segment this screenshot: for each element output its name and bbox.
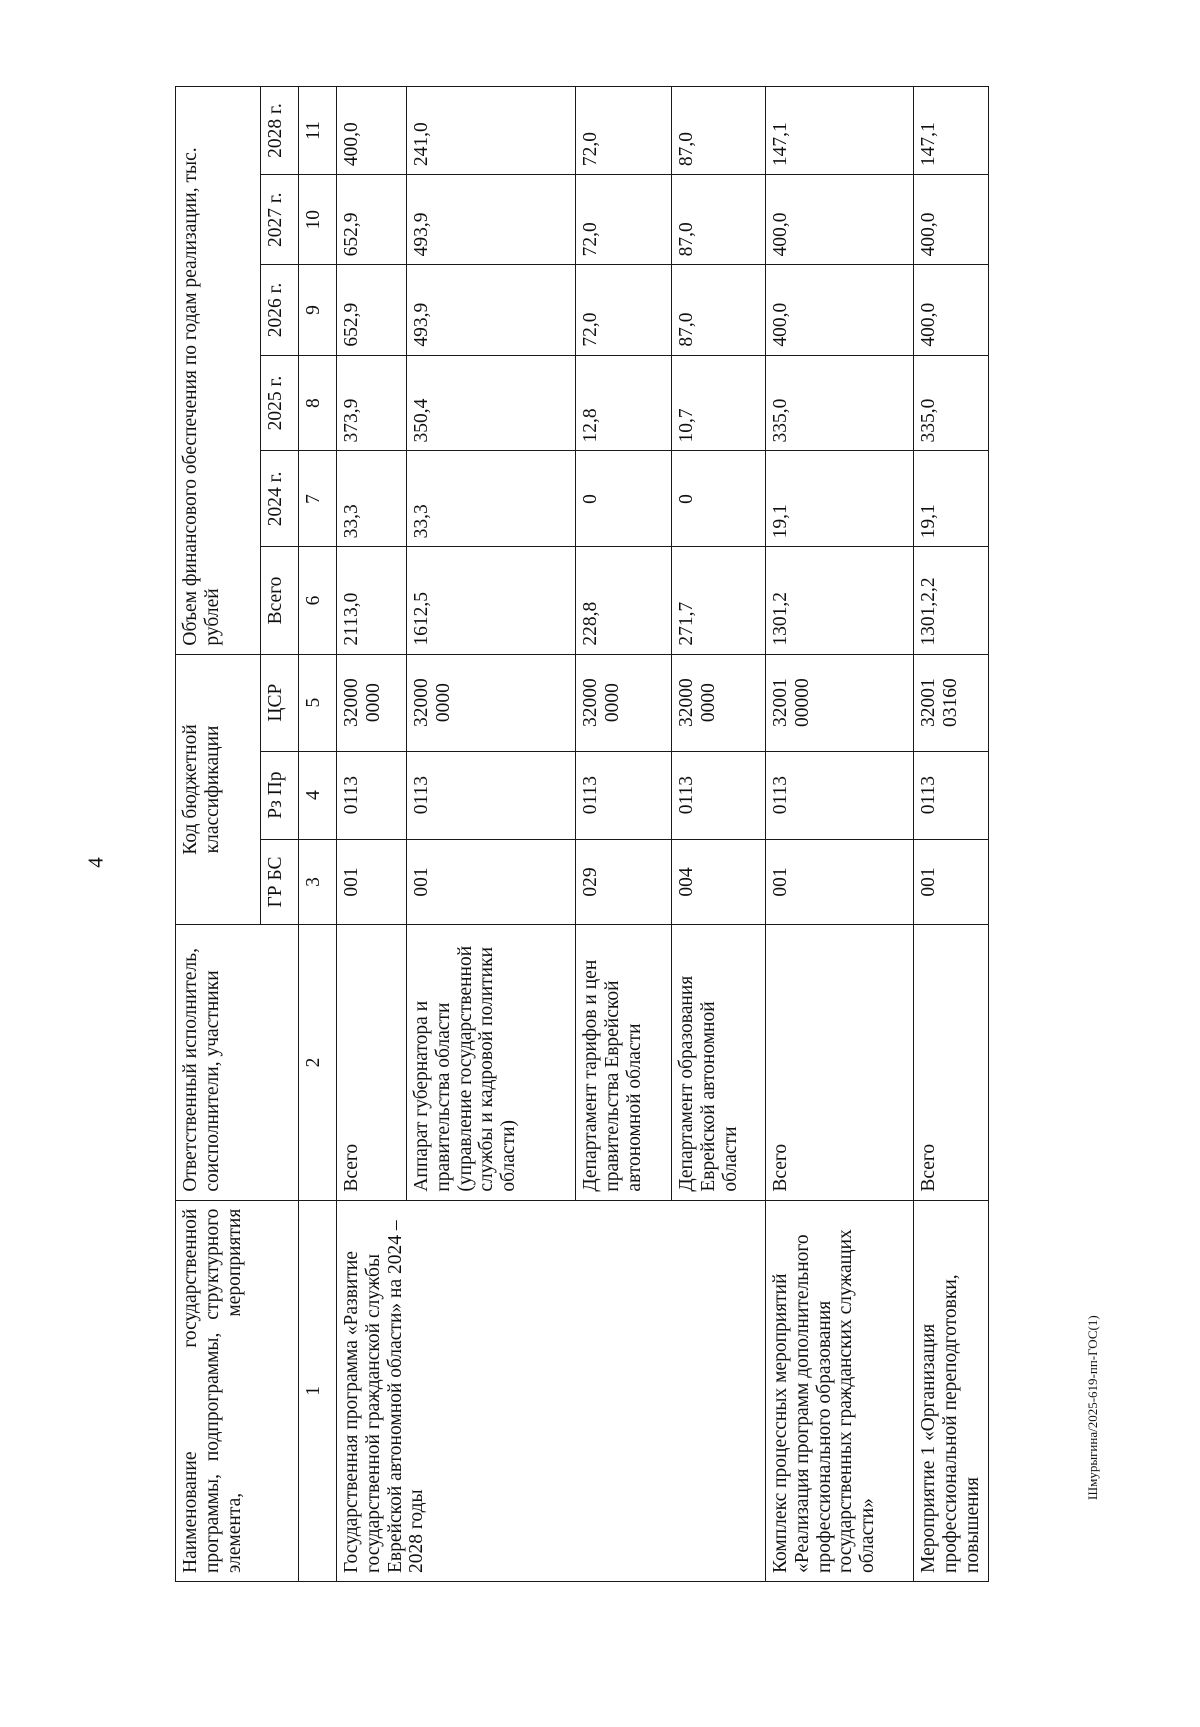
header-csr: ЦСР <box>261 654 299 751</box>
col-number: 5 <box>299 654 337 751</box>
rzpr-cell: 0113 <box>672 751 766 839</box>
y2025-cell: 335,0 <box>766 355 914 451</box>
col-number: 2 <box>299 925 337 1200</box>
y2024-cell: 0 <box>672 451 766 547</box>
header-2027: 2027 г. <box>261 175 299 265</box>
y2027-cell: 493,9 <box>407 175 576 265</box>
col-number: 6 <box>299 547 337 654</box>
table-row <box>766 87 914 1582</box>
csr-cell: 32001 00000 <box>766 654 914 751</box>
executor: Департамент образования Еврейской автономной области <box>672 925 766 1200</box>
table-row <box>914 87 989 1582</box>
header-2024: 2024 г. <box>261 451 299 547</box>
y2028-cell: 147,1 <box>766 87 914 175</box>
csr-cell: 32000 0000 <box>407 654 576 751</box>
y2028-cell: 400,0 <box>337 87 407 175</box>
program-name: Государственная программа «Развитие государственной гражданской службы Еврейской автономной области» на 2024 – 2028 годы <box>337 1200 766 1581</box>
grbs-cell: 001 <box>337 839 407 925</box>
rzpr-cell: 0113 <box>766 751 914 839</box>
rzpr-cell: 0113 <box>337 751 407 839</box>
col-number: 8 <box>299 355 337 451</box>
financing-table <box>175 86 989 1582</box>
y2027-cell: 72,0 <box>576 175 672 265</box>
rzpr-cell: 0113 <box>914 751 989 839</box>
y2028-cell: 72,0 <box>576 87 672 175</box>
header-2025: 2025 г. <box>261 355 299 451</box>
col-number: 4 <box>299 751 337 839</box>
executor: Всего <box>914 925 989 1200</box>
header-total: Всего <box>261 547 299 654</box>
y2025-cell: 335,0 <box>914 355 989 451</box>
csr-cell: 32000 0000 <box>672 654 766 751</box>
rzpr-cell: 0113 <box>576 751 672 839</box>
total-cell: 2113,0 <box>337 547 407 654</box>
y2025-cell: 10,7 <box>672 355 766 451</box>
total-cell: 1612,5 <box>407 547 576 654</box>
header-bk-group: Код бюджетной классификации <box>176 654 261 925</box>
csr-cell: 32001 03160 <box>914 654 989 751</box>
grbs-cell: 001 <box>766 839 914 925</box>
header-grbs: ГР БС <box>261 839 299 925</box>
y2024-cell: 19,1 <box>766 451 914 547</box>
y2026-cell: 652,9 <box>337 265 407 355</box>
rotated-table-container <box>175 86 1090 1582</box>
total-cell: 1301,2 <box>766 547 914 654</box>
y2027-cell: 652,9 <box>337 175 407 265</box>
header-col2: Ответственный исполнитель, соисполнители, участники <box>176 925 299 1200</box>
executor: Аппарат губернатора и правительства области (управление государственной службы и кадровой политики области) <box>407 925 576 1200</box>
total-cell: 228,8 <box>576 547 672 654</box>
y2026-cell: 72,0 <box>576 265 672 355</box>
y2024-cell: 33,3 <box>337 451 407 547</box>
y2027-cell: 400,0 <box>914 175 989 265</box>
header-rzpr: Рз Пр <box>261 751 299 839</box>
total-cell: 271,7 <box>672 547 766 654</box>
y2024-cell: 33,3 <box>407 451 576 547</box>
header-col1: Наименование государственной программы, подпрограммы, структурного элемента, мероприятия <box>176 1200 299 1581</box>
y2025-cell: 12,8 <box>576 355 672 451</box>
y2024-cell: 19,1 <box>914 451 989 547</box>
col-number: 7 <box>299 451 337 547</box>
executor: Департамент тарифов и цен правительства Еврейской автономной области <box>576 925 672 1200</box>
y2026-cell: 400,0 <box>914 265 989 355</box>
y2026-cell: 493,9 <box>407 265 576 355</box>
y2025-cell: 350,4 <box>407 355 576 451</box>
y2026-cell: 400,0 <box>766 265 914 355</box>
table-row <box>337 87 407 1582</box>
rzpr-cell: 0113 <box>407 751 576 839</box>
page-number: 4 <box>83 857 108 868</box>
y2027-cell: 87,0 <box>672 175 766 265</box>
y2024-cell: 0 <box>576 451 672 547</box>
measure-name: Мероприятие 1 «Организация профессиональной переподготовки, повышения <box>914 1200 989 1581</box>
y2028-cell: 87,0 <box>672 87 766 175</box>
y2027-cell: 400,0 <box>766 175 914 265</box>
csr-cell: 32000 0000 <box>576 654 672 751</box>
csr-cell: 32000 0000 <box>337 654 407 751</box>
complex-name: Комплекс процессных мероприятий «Реализация программ дополнительного профессионального образования государственных гражданских служащих области» <box>766 1200 914 1581</box>
header-2028: 2028 г. <box>261 87 299 175</box>
y2026-cell: 87,0 <box>672 265 766 355</box>
col-number: 11 <box>299 87 337 175</box>
footer-code: Шмурыгина/2025-619-пп-ГОС(1) <box>1085 1315 1100 1500</box>
executor: Всего <box>766 925 914 1200</box>
grbs-cell: 004 <box>672 839 766 925</box>
y2028-cell: 147,1 <box>914 87 989 175</box>
col-number: 1 <box>299 1200 337 1581</box>
executor: Всего <box>337 925 407 1200</box>
grbs-cell: 001 <box>407 839 576 925</box>
total-cell: 1301,2,2 <box>914 547 989 654</box>
header-2026: 2026 г. <box>261 265 299 355</box>
y2028-cell: 241,0 <box>407 87 576 175</box>
y2025-cell: 373,9 <box>337 355 407 451</box>
header-fin-group: Объем финансового обеспечения по годам реализации, тыс. рублей <box>176 87 261 655</box>
col-number: 9 <box>299 265 337 355</box>
grbs-cell: 029 <box>576 839 672 925</box>
col-number: 3 <box>299 839 337 925</box>
grbs-cell: 001 <box>914 839 989 925</box>
col-number: 10 <box>299 175 337 265</box>
